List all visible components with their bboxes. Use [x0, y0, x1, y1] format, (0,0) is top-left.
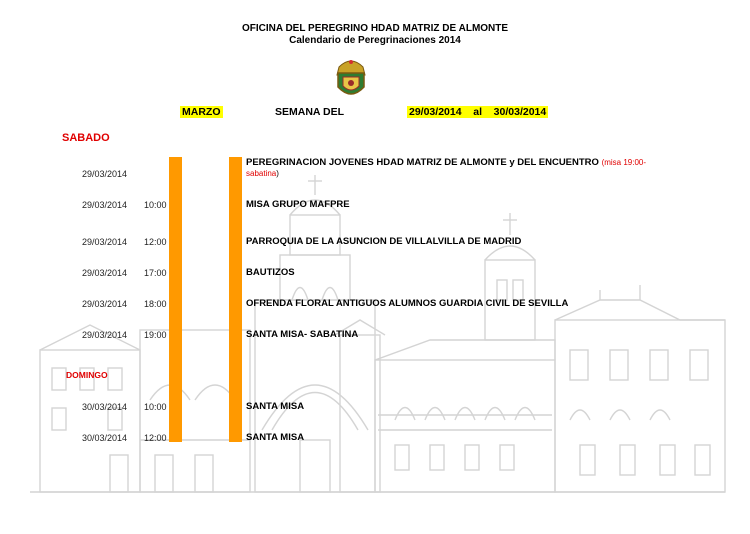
event-date: 29/03/2014 [82, 268, 128, 278]
calendar-subtitle: Calendario de Peregrinaciones 2014 [289, 35, 461, 46]
event-note-line: sabatina) [246, 169, 279, 178]
event-time: 12:00 [144, 237, 167, 247]
week-end-date: 30/03/2014 [493, 106, 547, 118]
event-time: 17:00 [144, 268, 167, 278]
week-label: SEMANA DEL [275, 106, 345, 118]
event-title: SANTA MISA [246, 401, 305, 412]
event-date: 29/03/2014 [82, 237, 128, 247]
office-title: OFICINA DEL PEREGRINO HDAD MATRIZ DE ALMONTE [241, 23, 509, 34]
event-time: 12:00 [144, 433, 167, 443]
event-title: SANTA MISA [246, 432, 305, 443]
day-label-saturday: SABADO [62, 132, 110, 144]
week-separator: al [473, 106, 482, 118]
week-start-date: 29/03/2014 [409, 106, 462, 118]
event-title: BAUTIZOS [246, 267, 295, 278]
event-time: 10:00 [144, 402, 167, 412]
orange-divider-bar [229, 157, 242, 442]
coat-of-arms-icon [333, 53, 369, 103]
event-date: 30/03/2014 [82, 433, 128, 443]
event-title: PARROQUIA DE LA ASUNCION DE VILLALVILLA DE MADRID [246, 236, 522, 247]
event-time: 19:00 [144, 330, 167, 340]
event-date: 29/03/2014 [82, 200, 128, 210]
event-note: (misa 19:00- [601, 158, 647, 167]
event-date: 29/03/2014 [82, 169, 128, 179]
month-label: MARZO [182, 106, 221, 118]
event-title: PEREGRINACION JOVENES HDAD MATRIZ DE ALMONTE y DEL ENCUENTRO (misa 19:00- [246, 157, 647, 168]
event-title: OFRENDA FLORAL ANTIGUOS ALUMNOS GUARDIA CIVIL DE SEVILLA [246, 298, 569, 309]
week-range [407, 106, 548, 118]
event-date: 29/03/2014 [82, 299, 128, 309]
event-title: MISA GRUPO MAFPRE [246, 199, 350, 210]
event-time: 10:00 [144, 200, 167, 210]
event-date: 30/03/2014 [82, 402, 128, 412]
day-label-sunday: DOMINGO [66, 370, 108, 380]
event-date: 29/03/2014 [82, 330, 128, 340]
event-time: 18:00 [144, 299, 167, 309]
event-title: SANTA MISA- SABATINA [246, 329, 359, 340]
orange-divider-bar [169, 157, 182, 442]
